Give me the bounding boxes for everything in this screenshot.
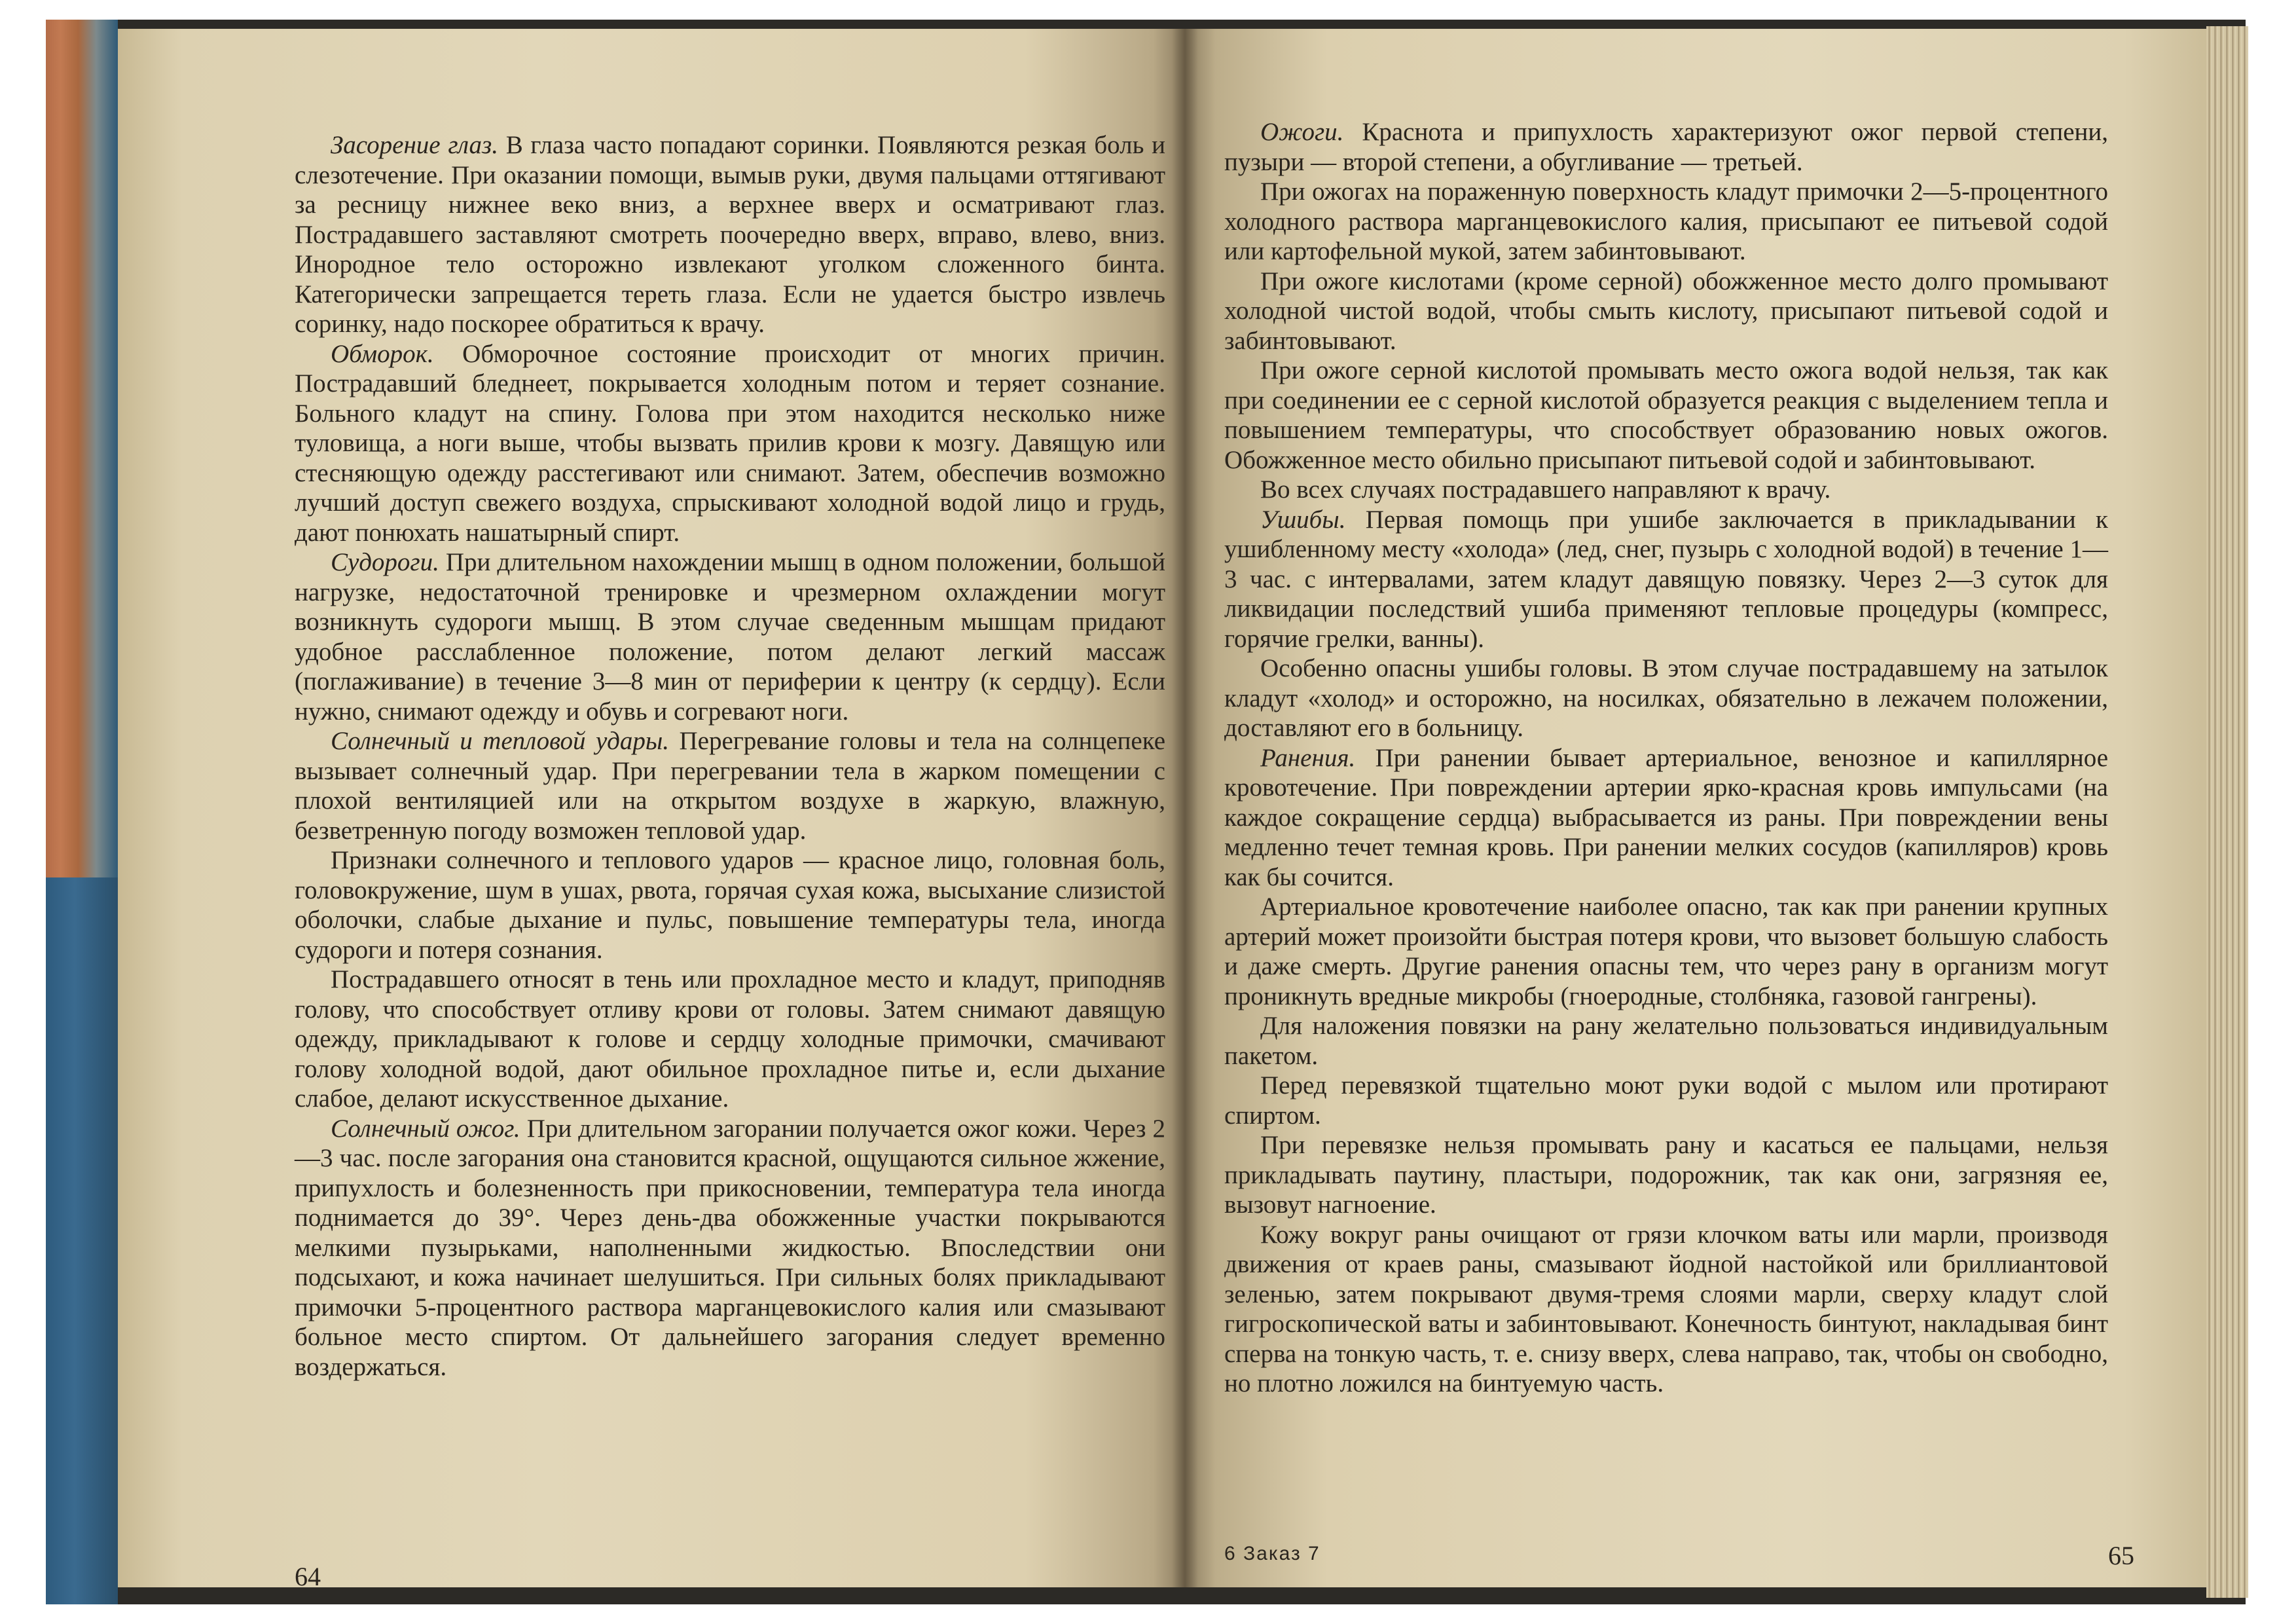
paragraph (295, 339, 1165, 548)
paragraph (295, 965, 1165, 1114)
paragraph (1224, 356, 2108, 475)
paragraph (1224, 1220, 2108, 1399)
book-gutter-shadow (1172, 29, 1198, 1587)
paragraph (295, 1114, 1165, 1382)
paragraph-text: При ожоге кислотами (кроме серной) обожженное место долго промывают холодной чистой водой, чтобы смыть кислоту, присыпают питьевой содой и забинтовывают. (1224, 267, 2108, 355)
page-number-left: 64 (295, 1562, 321, 1587)
paragraph (1224, 743, 2108, 893)
paragraph-text: Для наложения повязки на рану желательно пользоваться индивидуальным пакетом. (1224, 1012, 2108, 1070)
paragraph-text: Пострадавшего относят в тень или прохладное место и кладут, приподняв голову, что способствует отливу крови от головы. Затем снимают давящую одежду, прикладывают к голове и сердцу холодные примочки, смачивают голову холодной водой, дают обильное прохладное питье и, если дыхание слабое, делают искусственное дыхание. (295, 965, 1165, 1113)
left-page (118, 29, 1185, 1587)
paragraph-text: При ранении бывает артериальное, венозное и капиллярное кровотечение. При повреждении артерии ярко-красная кровь импульсами (на каждое сокращение сердца) выбрасывается из раны. При повреждении вены медленно течет темная кровь. При ранении мелких сосудов (капилляров) кровь как бы сочится. (1224, 743, 2108, 891)
paragraph-text: При длительном нахождении мышц в одном положении, большой нагрузке, недостаточной тренировке и чрезмерном охлаждении могут возникнуть судороги мышц. В этом случае сведенным мышцам придают удобное расслабленное положение, потом делают легкий массаж (поглаживание) в течение 3—8 мин от периферии к центру (к сердцу). Если нужно, снимают одежду и обувь и согревают ноги. (295, 548, 1165, 726)
page-stack-edge-right (2206, 26, 2248, 1598)
paragraph-text: В глаза часто попадают соринки. Появляются резкая боль и слезотечение. При оказании помощи, вымыв руки, двумя пальцами оттягивают за ресницу нижнее веко вниз, а верхнее вверх и осматривают глаз. Пострадавшего заставляют смотреть поочередно вверх, вправо, влево, вниз. Инородное тело осторожно извлекают уголком сложенного бинта. Категорически запрещается тереть глаза. Если не удается быстро извлечь соринку, надо поскорее обратиться к врачу. (295, 131, 1165, 338)
paragraph (1224, 505, 2108, 654)
paragraph-text: При длительном загорании получается ожог кожи. Через 2—3 час. после загорания она становится красной, ощущаются сильное жжение, припухлость и болезненность при прикосновении, температура тела иногда поднимается до 39°. Через день-два обожженные участки покрываются мелкими пузырьками, наполненными жидкостью. Впоследствии они подсыхают, и кожа начинает шелушиться. При сильных болях прикладывают примочки 5-процентного раствора марганцевокислого калия или смазывают больное место спиртом. От дальнейшего загорания следует временно воздержаться. (295, 1114, 1165, 1381)
paragraph-text: Артериальное кровотечение наиболее опасно, так как при ранении крупных артерий может произойти быстрая потеря крови, что вызовет большую слабость и даже смерть. Другие ранения опасны тем, что через рану в организм могут проникнуть вредные микробы (гноеродные, столбняка, газовой гангрены). (1224, 893, 2108, 1010)
paragraph-text: Кожу вокруг раны очищают от грязи клочком ваты или марли, производя движения от краев раны, смазывают йодной настойкой или бриллиантовой зеленью, затем покрывают двумя-тремя слоями марли, сверху кладут слой гигроскопической ваты и забинтовывают. Конечность бинтуют, накладывая бинт сперва на тонкую часть, т. е. снизу вверх, слева направо, так, чтобы он свободно, но плотно ложился на бинтуемую часть. (1224, 1220, 2108, 1397)
paragraph-text: Обморочное состояние происходит от многих причин. Пострадавший бледнеет, покрывается холодным потом и теряет сознание. Больного кладут на спину. Голова при этом находится несколько ниже туловища, а ноги выше, чтобы вызвать прилив крови к мозгу. Давящую или стесняющую одежду расстегивают или снимают. Затем, обеспечив возможно лучший доступ свежего воздуха, спрыскивают холодной водой лицо и грудь, дают понюхать нашатырный спирт. (295, 339, 1165, 547)
paragraph (1224, 892, 2108, 1011)
right-page-text (1224, 117, 2108, 1399)
section-title: Солнечный и тепловой удары. (331, 727, 670, 755)
section-title: Ушибы. (1260, 505, 1346, 534)
paragraph (1224, 1071, 2108, 1130)
paragraph-text: При ожогах на пораженную поверхность кладут примочки 2—5-процентного холодного раствора марганцевокислого калия, присыпают ее питьевой содой или картофельной мукой, затем забинтовывают. (1224, 177, 2108, 265)
right-page (1185, 29, 2206, 1587)
paragraph-text: При ожоге серной кислотой промывать место ожога водой нельзя, так как при соединении ее с серной кислотой образуется реакция с выделением тепла и повышением температуры, что способствует образованию новых ожогов. Обожженное место обильно присыпают питьевой содой и забинтовывают. (1224, 356, 2108, 474)
paragraph (1224, 267, 2108, 356)
section-title: Засорение глаз. (331, 131, 498, 159)
paragraph-text: При перевязке нельзя промывать рану и касаться ее пальцами, нельзя прикладывать паутину, пластыри, подорожник, так как они, загрязняя ее, вызовут нагноение. (1224, 1131, 2108, 1219)
section-title: Солнечный ожог. (331, 1114, 520, 1143)
paragraph-text: Перегревание головы и тела на солнцепеке вызывает солнечный удар. При перегревании тела в жарком помещении с плохой вентиляцией или на открытом воздухе в жаркую, влажную, безветренную погоду возможен тепловой удар. (295, 727, 1166, 845)
paragraph (295, 130, 1165, 339)
paragraph-text: Признаки солнечного и теплового ударов — красное лицо, головная боль, головокружение, шум в ушах, рвота, горячая сухая кожа, высыхание слизистой оболочки, слабые дыхание и пульс, повышение температуры тела, иногда судороги и потеря сознания. (295, 846, 1165, 964)
paragraph (1224, 1130, 2108, 1220)
section-title: Ожоги. (1260, 118, 1344, 146)
paragraph-text: Во всех случаях пострадавшего направляют к врачу. (1260, 475, 1831, 504)
section-title: Судороги. (331, 548, 439, 576)
paragraph (1224, 117, 2108, 177)
paragraph (1224, 475, 2108, 505)
paragraph (1224, 1011, 2108, 1071)
paragraph-text: Особенно опасны ушибы головы. В этом случае пострадавшему на затылок кладут «холод» и осторожно, на носилках, обязательно в лежачем положении, доставляют его в больницу. (1224, 654, 2108, 742)
paragraph (1224, 177, 2108, 267)
paragraph (1224, 654, 2108, 743)
paragraph-text: Первая помощь при ушибе заключается в прикладывании к ушибленному месту «холода» (лед, снег, пузырь с холодной водой) в течение 1—3 час. с интервалами, затем кладут давящую повязку. Через 2—3 суток для ликвидации последствий ушиба применяют тепловые процедуры (компресс, горячие грелки, ванны). (1224, 505, 2108, 653)
printer-signature: 6 Заказ 7 (1224, 1543, 1321, 1564)
left-page-text (295, 130, 1165, 1382)
paragraph (295, 547, 1165, 726)
paragraph (295, 845, 1165, 965)
paragraph-text: Перед перевязкой тщательно моют руки водой с мылом или протирают спиртом. (1224, 1071, 2108, 1130)
section-title: Обморок. (331, 339, 434, 368)
book-cover-edge-left-blue (46, 877, 118, 1604)
page-number-right: 65 (2108, 1541, 2134, 1570)
paragraph (295, 726, 1165, 845)
section-title: Ранения. (1260, 743, 1356, 772)
paragraph-text: Краснота и припухлость характеризуют ожог первой степени, пузыри — второй степени, а обугливание — третьей. (1224, 118, 2108, 176)
